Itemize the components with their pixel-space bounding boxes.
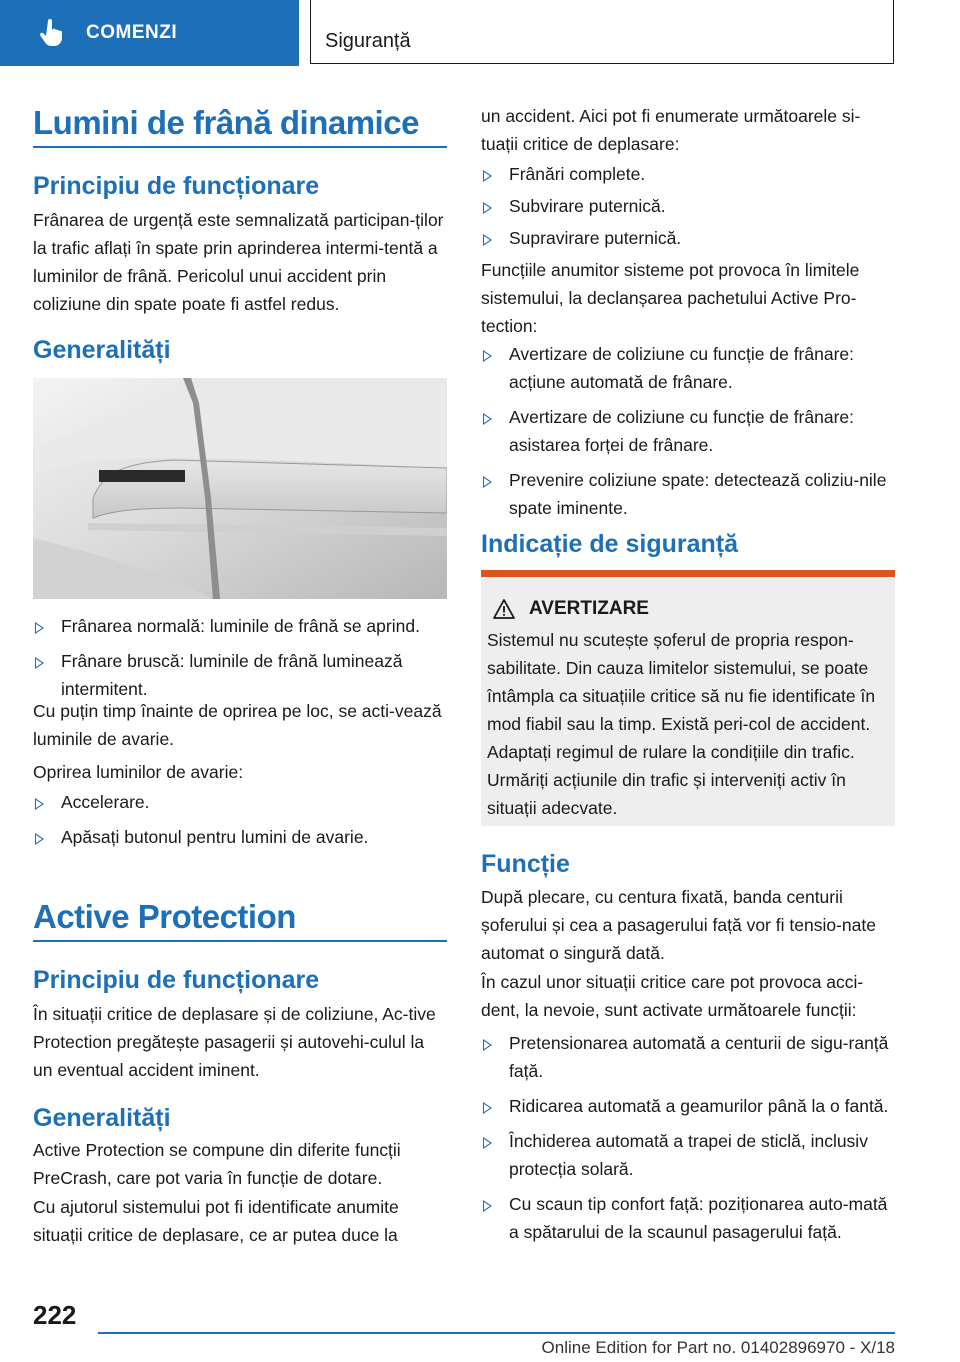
chapter-tab — [0, 0, 299, 66]
chapter-title: COMENZI — [86, 22, 178, 43]
triangle-bullet-icon — [483, 476, 492, 488]
brake-light-image — [33, 378, 447, 599]
hand-pointer-icon — [40, 19, 66, 47]
triangle-bullet-icon — [483, 234, 492, 246]
heading-underline — [33, 940, 447, 942]
stop-hazard-list — [33, 788, 447, 851]
footer-divider — [98, 1332, 895, 1334]
triangle-bullet-icon — [483, 1102, 492, 1114]
list-item: Accelerare. — [33, 788, 447, 816]
heading-function: Funcție — [481, 850, 570, 878]
list-item: Închiderea automată a trapei de sticlă, inclusiv protecția solară. — [481, 1127, 895, 1183]
list-item: Cu scaun tip confort față: poziționarea auto-mată a spătarului de la scaunul pasagerului față. — [481, 1190, 895, 1246]
page-number: 222 — [33, 1300, 77, 1330]
heading-underline — [33, 146, 447, 148]
warning-header — [493, 598, 649, 620]
list-item: Avertizare de coliziune cu funcție de frânare: asistarea forței de frânare. — [481, 403, 895, 459]
list-item: Apăsați butonul pentru lumini de avarie. — [33, 823, 447, 851]
edition-footer: Online Edition for Part no. 01402896970 - X/18 — [541, 1338, 895, 1357]
triangle-bullet-icon — [483, 202, 492, 214]
general-2-text: Active Protection se compune din diferite funcții PreCrash, care pot varia în funcție de dotare. — [33, 1140, 401, 1188]
heading-safety: Indicație de siguranță — [481, 530, 739, 558]
heading-active-protection: Active Protection — [33, 898, 296, 935]
list-item: Frânarea normală: luminile de frână se aprind. — [33, 612, 447, 640]
triangle-bullet-icon — [483, 413, 492, 425]
triangle-bullet-icon — [483, 1039, 492, 1051]
list-item: Pretensionarea automată a centurii de sigu-ranță față. — [481, 1029, 895, 1085]
list-item: Subvirare puternică. — [481, 192, 895, 220]
triangle-bullet-icon — [35, 833, 44, 845]
heading-general-2: Generalități — [33, 1104, 171, 1132]
triangle-bullet-icon — [483, 1200, 492, 1212]
triangle-bullet-icon — [35, 798, 44, 810]
continuation-text: un accident. Aici pot fi enumerate următoarele si-tuații critice de deplasare: — [481, 106, 861, 154]
list-item: Frânări complete. — [481, 160, 895, 188]
stop-hazard-text: Oprirea luminilor de avarie: — [33, 762, 244, 782]
brake-light-list — [33, 612, 447, 703]
list-item: Avertizare de coliziune cu funcție de frânare: acțiune automată de frânare. — [481, 340, 895, 396]
heading-principle: Principiu de funcționare — [33, 172, 320, 200]
warning-bar — [481, 570, 895, 577]
triangle-bullet-icon — [483, 350, 492, 362]
triangle-bullet-icon — [35, 657, 44, 669]
warning-title: AVERTIZARE — [529, 598, 649, 619]
heading-brake-lights: Lumini de frână dinamice — [33, 104, 419, 141]
hazard-text: Cu puțin timp înainte de oprirea pe loc, se acti-vează luminile de avarie. — [33, 701, 442, 749]
function-1-text: După plecare, cu centura fixată, banda centurii șoferului și cea a pasagerului față vor fi tensio-nate automat o singură dată. — [481, 887, 876, 963]
general-3-text: Cu ajutorul sistemului pot fi identificate anumite situații critice de deplasare, ce ar putea duce la — [33, 1197, 399, 1245]
section-title: Siguranță — [325, 30, 411, 52]
principle-text: Frânarea de urgență este semnalizată participan-ților la trafic aflați în spate prin aprinderea intermi-tentă a luminilor de frână. Pericolul unui accident prin coliziune din spate poate fi astfel redus. — [33, 210, 444, 314]
activated-functions-list — [481, 1029, 895, 1246]
principle-2-text: În situații critice de deplasare și de coliziune, Ac-tive Protection pregătește pasagerii și autovehi-culul la un eventual accident iminent. — [33, 1004, 436, 1080]
triangle-bullet-icon — [483, 170, 492, 182]
functions-intro-text: Funcțiile anumitor sisteme pot provoca în limitele sistemului, la declanșarea pachetului Active Pro-tection: — [481, 260, 860, 336]
list-item: Prevenire coliziune spate: detectează coliziu-nile spate iminente. — [481, 466, 895, 522]
list-item: Supravirare puternică. — [481, 224, 895, 252]
heading-general: Generalități — [33, 336, 171, 364]
triangle-bullet-icon — [35, 622, 44, 634]
function-2-text: În cazul unor situații critice care pot provoca acci-dent, la nevoie, sunt activate următoarele funcții: — [481, 972, 864, 1020]
list-item: Frânare bruscă: luminile de frână luminează intermitent. — [33, 647, 447, 703]
list-item: Ridicarea automată a geamurilor până la o fantă. — [481, 1092, 895, 1120]
section-header — [310, 0, 894, 64]
heading-principle-2: Principiu de funcționare — [33, 966, 320, 994]
critical-situations-list — [481, 160, 895, 252]
warning-triangle-icon — [493, 599, 515, 619]
functions-list — [481, 340, 895, 522]
warning-text: Sistemul nu scutește șoferul de propria respon-sabilitate. Din cauza limitelor sistemului, se poate întâmpla ca situațiile critice să nu fie identificate în mod fiabil sau la timp. Există peri-col de accident. Adaptați regimul de rulare la condițiile din trafic. Urmăriți acțiunile din trafic și interveniți activ în situații adecvate. — [487, 630, 876, 818]
triangle-bullet-icon — [483, 1137, 492, 1149]
warning-box — [481, 570, 895, 826]
